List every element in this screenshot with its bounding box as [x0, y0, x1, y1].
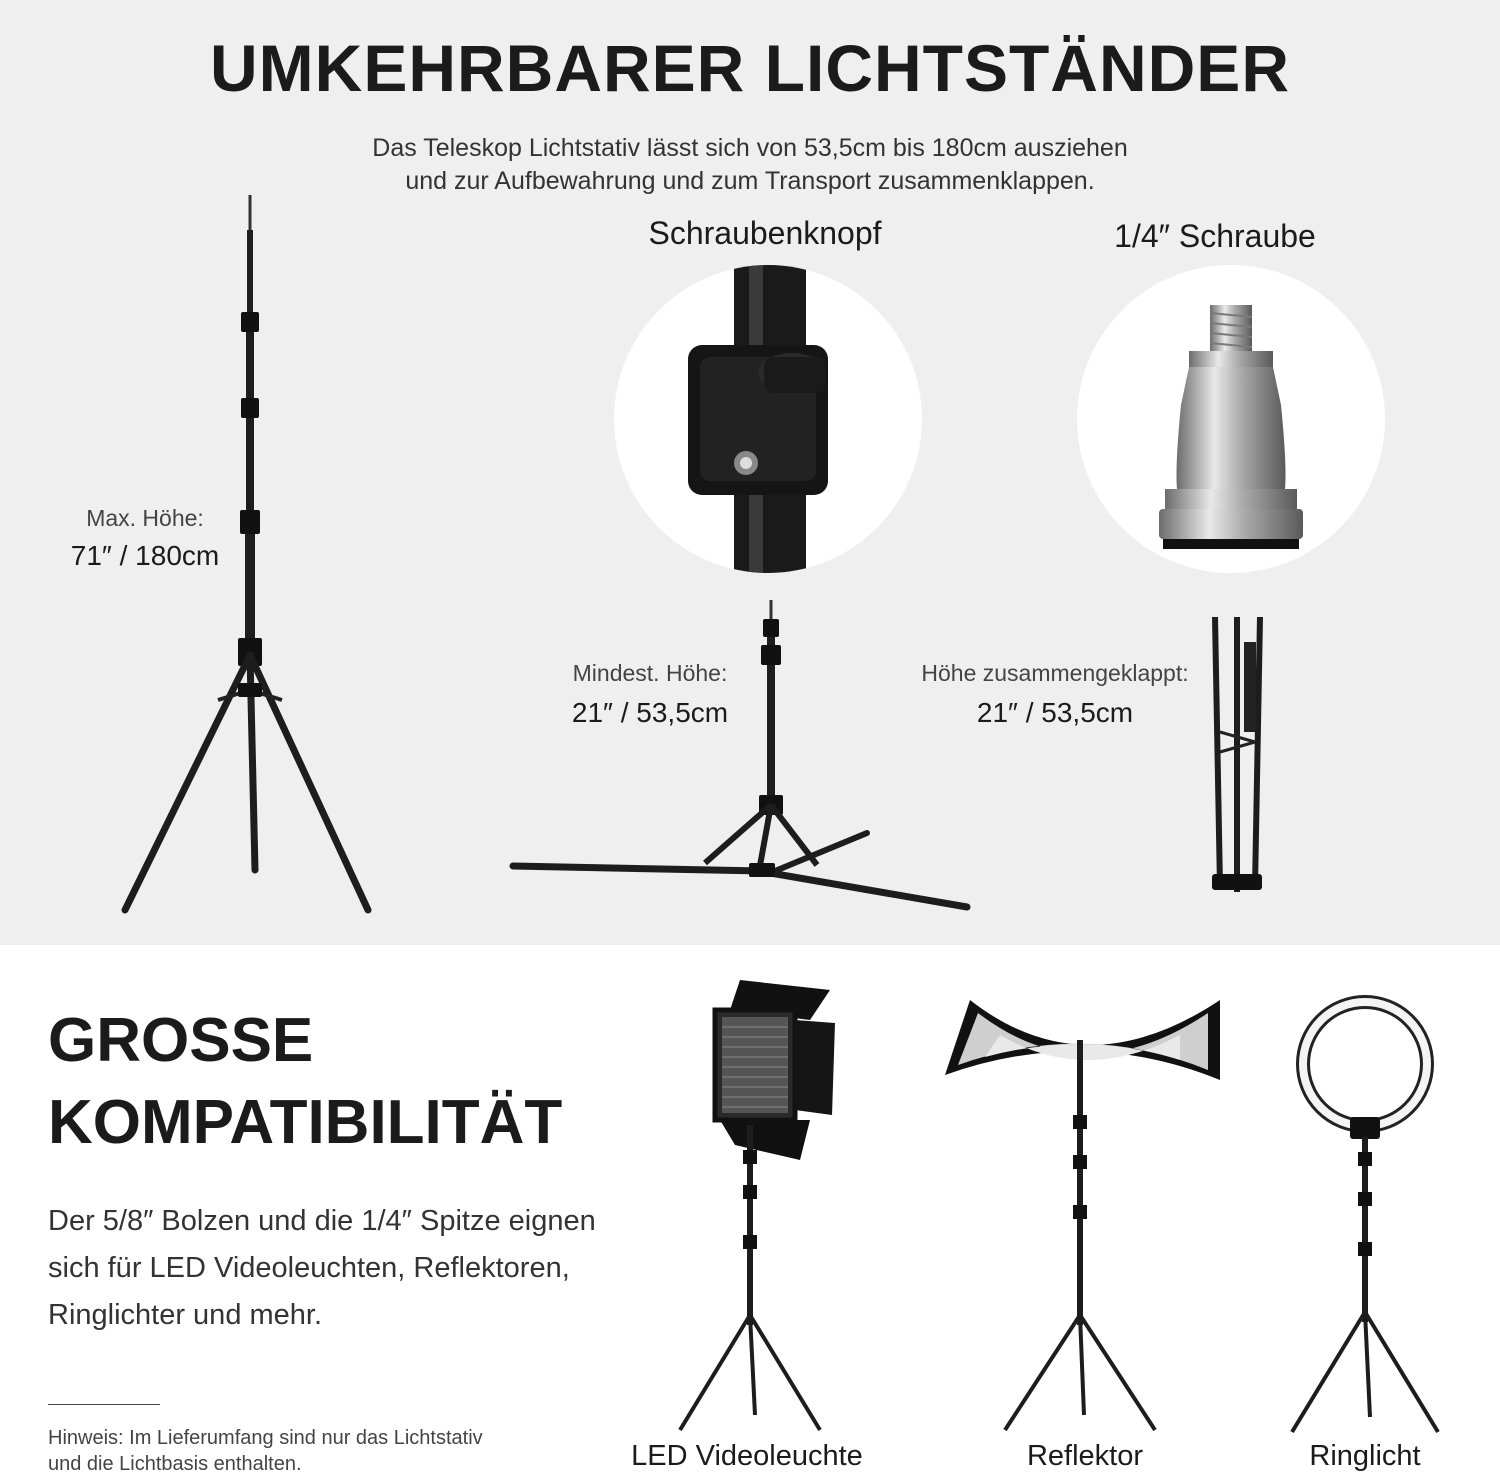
page-title: UMKEHRBARER LICHTSTÄNDER	[210, 31, 1290, 105]
compat-title-line-1: GROSSE	[48, 1006, 314, 1075]
folded-height-label: Höhe zusammengeklappt:	[921, 660, 1189, 686]
ring-light-stand-image	[1280, 992, 1450, 1437]
subtitle-line-1: Das Teleskop Lichtstativ lässt sich von 53,5cm bis 180cm ausziehen	[372, 134, 1128, 162]
folded-height-value: 21″ / 53,5cm	[976, 697, 1134, 728]
min-height-value: 21″ / 53,5cm	[571, 697, 729, 728]
compat-title-line-2: KOMPATIBILITÄT	[48, 1088, 563, 1157]
screw-detail-circle	[1077, 265, 1385, 573]
caption-led-video-light: LED Videoleuchte	[631, 1440, 863, 1472]
max-height-label: Max. Höhe:	[86, 505, 204, 531]
reflector-stand-image	[940, 995, 1230, 1435]
knob-label: Schraubenknopf	[648, 215, 882, 251]
compat-title	[48, 1000, 562, 1164]
note-divider	[48, 1404, 160, 1405]
min-height-label: Mindest. Höhe:	[572, 660, 728, 686]
delivery-note	[48, 1425, 568, 1477]
delivery-note-line-1: Hinweis: Im Lieferumfang sind nur das Lichtstativ	[48, 1427, 483, 1449]
caption-reflector: Reflektor	[1026, 1440, 1144, 1472]
page-subtitle	[0, 132, 1500, 198]
led-video-light-stand-image	[660, 975, 860, 1435]
delivery-note-line-2: und die Lichtbasis enthalten.	[48, 1453, 302, 1475]
folded-stand-image	[1200, 612, 1280, 897]
min-height-stand-image	[505, 595, 975, 915]
compat-description-line-2: sich für LED Videoleuchten, Reflektoren,	[48, 1252, 570, 1284]
compat-description-line-3: Ringlichter und mehr.	[48, 1299, 323, 1331]
compat-description-line-1: Der 5/8″ Bolzen und die 1/4″ Spitze eignen	[48, 1205, 596, 1237]
max-height-value: 71″ / 180cm	[70, 540, 220, 571]
subtitle-line-2: und zur Aufbewahrung und zum Transport zusammenklappen.	[405, 167, 1095, 195]
compat-description	[48, 1198, 608, 1339]
quarter-inch-screw-image	[1077, 265, 1385, 573]
caption-ring-light: Ringlicht	[1309, 1440, 1421, 1472]
knob-detail-circle	[614, 265, 922, 573]
screw-label: 1/4″ Schraube	[1114, 218, 1316, 254]
screw-knob-image	[614, 265, 922, 573]
